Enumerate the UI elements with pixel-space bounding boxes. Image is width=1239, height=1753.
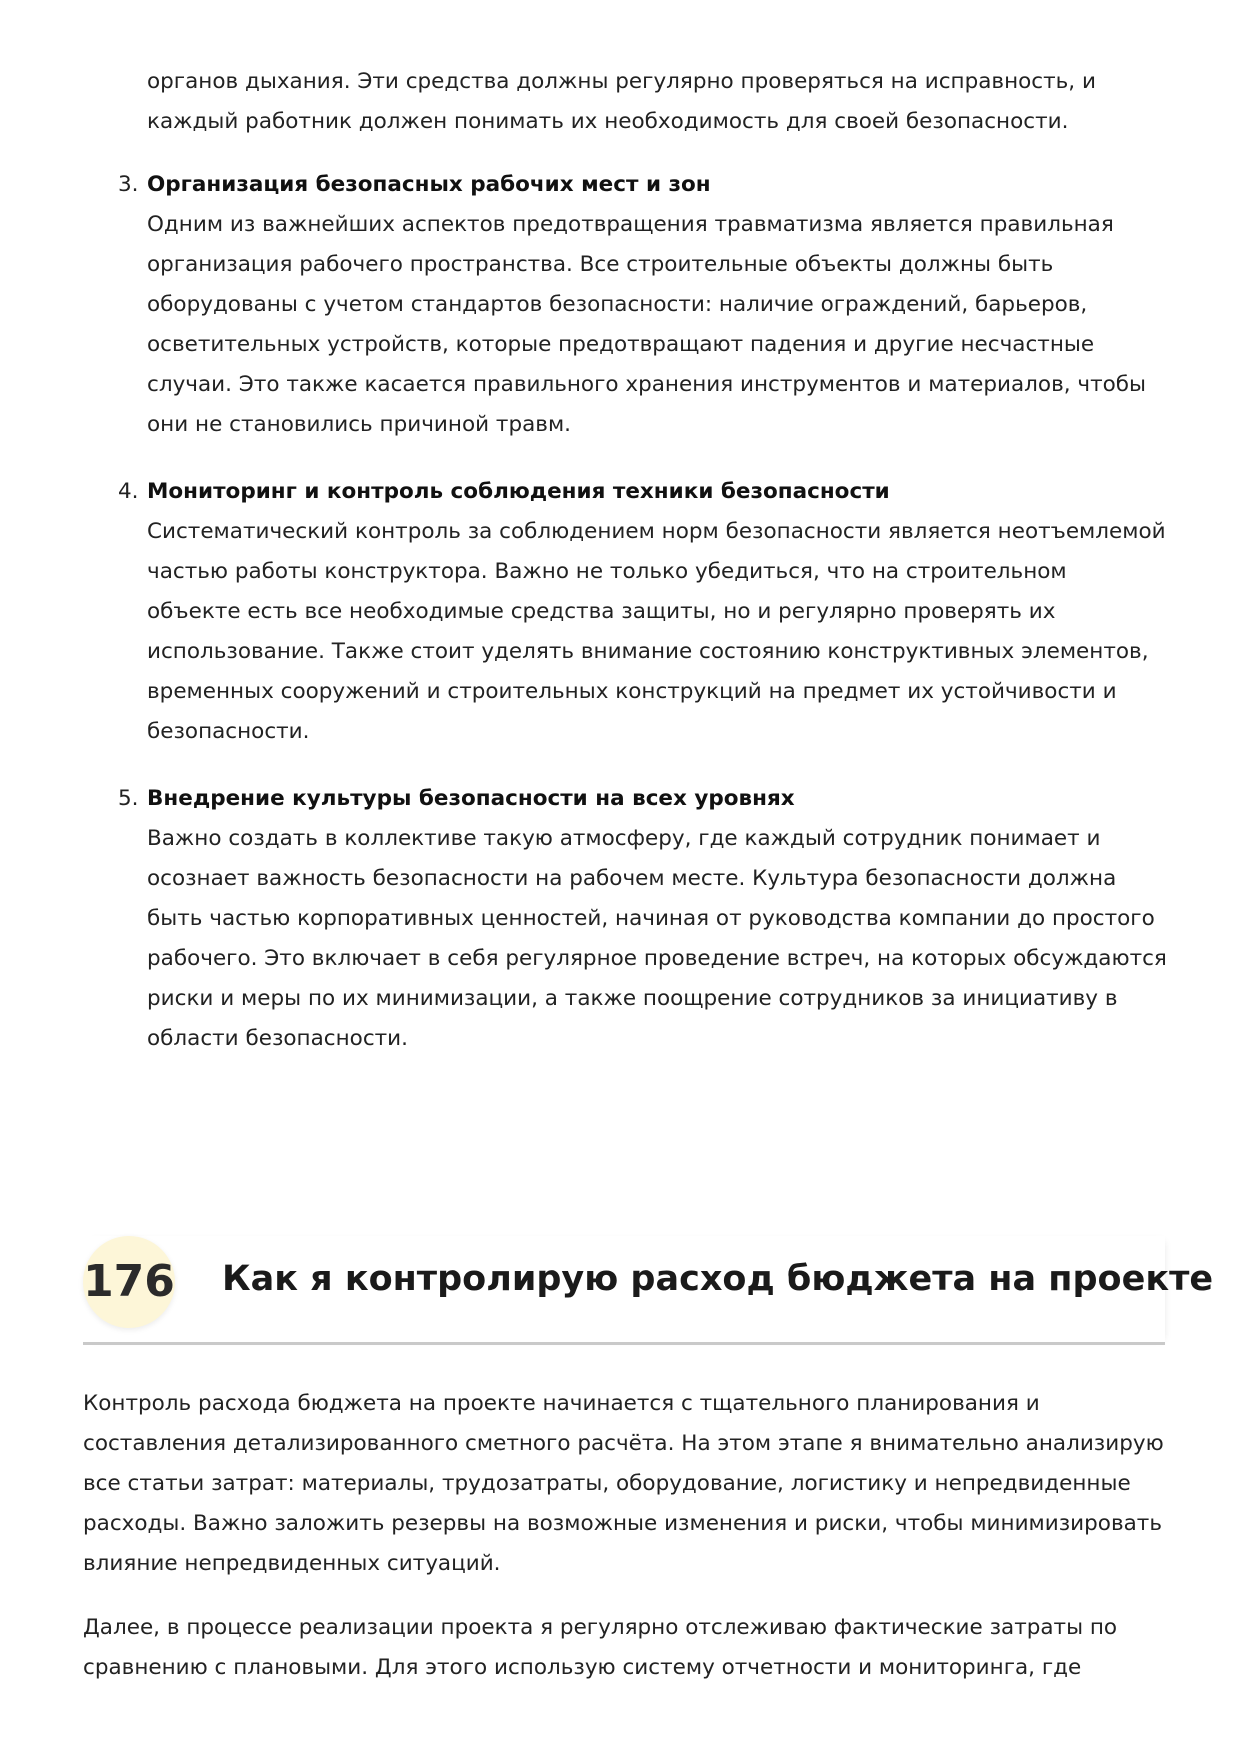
list-item-body: Одним из важнейших аспектов предотвращения травматизма является правильная организация рабочего пространства. Все строительные объекты должны быть оборудованы с учетом стандартов безопасности: наличие ограждений, барьеров, осветительных устройств, которые предотвращают падения и другие несчастные случаи. Это также касается правильного хранения инструментов и материалов, чтобы они не становились причиной травм.: [147, 212, 1147, 437]
section-paragraph: Контроль расхода бюджета на проекте начинается с тщательного планирования и составления детализированного сметного расчёта. На этом этапе я внимательно анализирую все статьи затрат: материалы, трудозатраты, оборудование, логистику и непредвиденные расходы. Важно заложить резервы на возможные изменения и риски, чтобы минимизировать влияние непредвиденных ситуаций.: [83, 1391, 1164, 1576]
list-item-title: Организация безопасных рабочих мест и зон: [147, 172, 711, 197]
continuation-paragraph: органов дыхания. Эти средства должны регулярно проверяться на исправность, и каждый работник должен понимать их необходимость для своей безопасности.: [147, 69, 1096, 134]
section-number: 176: [83, 1256, 175, 1307]
list-item-body: Важно создать в коллективе такую атмосферу, где каждый сотрудник понимает и осознает важность безопасности на рабочем месте. Культура безопасности должна быть частью корпоративных ценностей, начиная от руководства компании до простого рабочего. Это включает в себя регулярное проведение встреч, на которых обсуждаются риски и меры по их минимизации, а также поощрение сотрудников за инициативу в области безопасности.: [147, 826, 1167, 1051]
list-item-number: 3.: [118, 172, 139, 197]
section-paragraph: Далее, в процессе реализации проекта я регулярно отслеживаю фактические затраты по сравнению с плановыми. Для этого использую систему отчетности и мониторинга, где: [83, 1615, 1118, 1680]
list-item-title: Внедрение культуры безопасности на всех уровнях: [147, 786, 795, 811]
section-title: Как я контролирую расход бюджета на проекте: [222, 1259, 1214, 1299]
list-item-number: 4.: [118, 479, 139, 504]
list-item-body: Систематический контроль за соблюдением норм безопасности является неотъемлемой частью работы конструктора. Важно не только убедиться, что на строительном объекте есть все необходимые средства защиты, но и регулярно проверять их использование. Также стоит уделять внимание состоянию конструктивных элементов, временных сооружений и строительных конструкций на предмет их устойчивости и безопасности.: [147, 519, 1166, 744]
list-item-number: 5.: [118, 786, 139, 811]
section-number-badge: [83, 1236, 175, 1328]
section-header: [83, 1236, 1214, 1345]
list-item-title: Мониторинг и контроль соблюдения техники безопасности: [147, 479, 890, 504]
